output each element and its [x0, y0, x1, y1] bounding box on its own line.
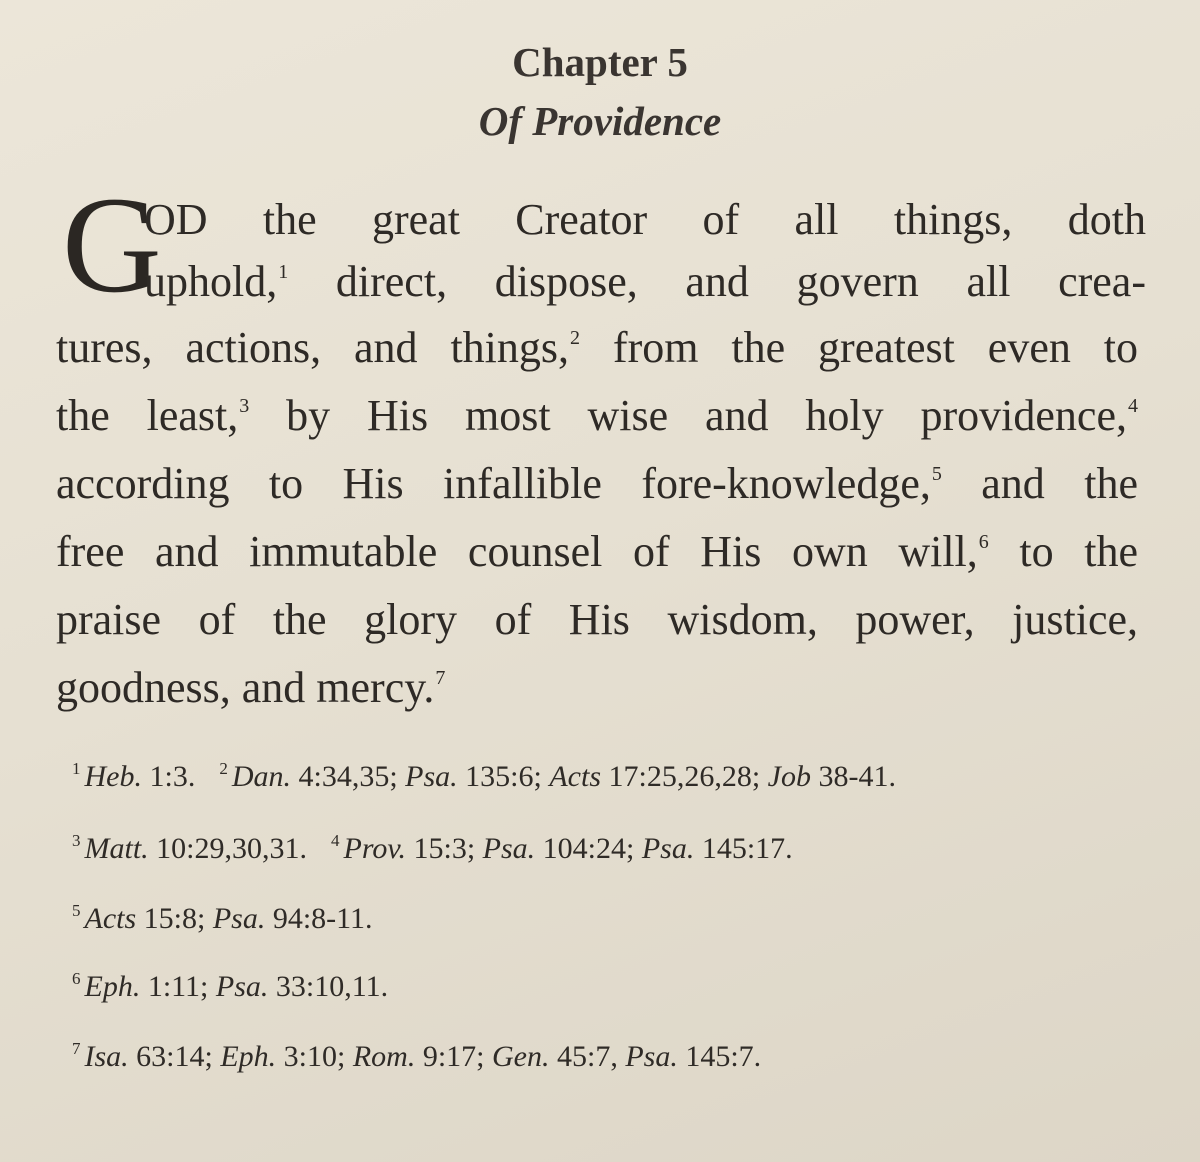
footnote-marker: 2 [570, 327, 581, 349]
verse-ref: 1:3. [141, 760, 196, 793]
verse-ref: 104:24; [535, 832, 635, 865]
book-abbrev: Eph. [84, 970, 141, 1003]
footnote-number: 5 [72, 901, 81, 920]
footnote-number: 3 [72, 831, 81, 850]
book-abbrev: Psa. [215, 970, 269, 1003]
book-abbrev: Acts [549, 760, 601, 793]
book-abbrev: Psa. [405, 760, 458, 793]
text-run: according to His infallible fore-knowledge, [56, 459, 931, 508]
book-abbrev: Eph. [220, 1040, 277, 1073]
book-abbrev: Acts [84, 902, 137, 935]
text-run: the least, [56, 391, 239, 440]
book-abbrev: Job [767, 760, 811, 793]
verse-ref: 135:6; [457, 760, 542, 793]
footnote-number: 2 [219, 759, 228, 778]
footnote-line [72, 970, 388, 1004]
book-abbrev: Psa. [482, 832, 536, 865]
footnote-line [72, 1040, 761, 1074]
chapter-number: Chapter 5 [512, 39, 688, 85]
verse-ref: 45:7, [549, 1040, 618, 1073]
verse-ref: 17:25,26,28; [601, 760, 761, 793]
text-run: and the [941, 459, 1138, 508]
verse-ref: 145:7. [677, 1040, 762, 1073]
verse-ref: 10:29,30,31. [148, 832, 308, 865]
text-run: free and immutable counsel of His own will, [56, 527, 978, 576]
footnote-line [72, 832, 793, 866]
verse-ref: 15:3; [406, 832, 476, 865]
book-abbrev: Dan. [231, 760, 291, 793]
book-abbrev: Prov. [343, 832, 406, 865]
footnote-marker: 5 [931, 463, 942, 485]
paragraph-line [56, 586, 1138, 654]
text-run: from the greatest even to [580, 323, 1138, 372]
text-run: uphold, [144, 257, 278, 306]
text-run: the great Creator of all things, doth [207, 195, 1146, 244]
footnote-number: 4 [331, 831, 340, 850]
book-abbrev: Psa. [641, 832, 695, 865]
paragraph-line [56, 314, 1138, 382]
text-run: to the [988, 527, 1139, 576]
paragraph-line [56, 654, 445, 722]
footnote-line [72, 760, 896, 794]
verse-ref: 145:17. [694, 832, 793, 865]
verse-ref: 94:8-11. [265, 902, 373, 935]
verse-ref: 15:8; [136, 902, 206, 935]
footnote-number: 1 [72, 759, 81, 778]
text-run: by His most wise and holy providence, [249, 391, 1127, 440]
text-run: tures, actions, and things, [56, 323, 570, 372]
verse-ref: 1:11; [140, 970, 209, 1003]
verse-ref: 4:34,35; [291, 760, 398, 793]
book-abbrev: Psa. [625, 1040, 678, 1073]
paragraph-line [56, 518, 1138, 586]
footnote-marker: 6 [978, 531, 989, 553]
verse-ref: 3:10; [276, 1040, 346, 1073]
verse-ref: 9:17; [415, 1040, 485, 1073]
verse-ref: 38-41. [811, 760, 896, 793]
text-run: goodness, and mercy. [56, 663, 435, 712]
footnote-line [72, 902, 373, 936]
text-run: praise of the glory of His wisdom, power, justice, [56, 595, 1138, 644]
verse-ref: 63:14; [128, 1040, 213, 1073]
book-abbrev: Isa. [84, 1040, 129, 1073]
small-caps-word: OD [144, 195, 208, 244]
book-abbrev: Psa. [212, 902, 266, 935]
paragraph-line [56, 382, 1138, 450]
book-abbrev: Heb. [84, 760, 142, 793]
book-abbrev: Rom. [352, 1040, 416, 1073]
verse-ref: 33:10,11. [268, 970, 389, 1003]
footnote-marker: 1 [278, 261, 289, 283]
footnote-marker: 3 [239, 395, 250, 417]
paragraph-line [144, 186, 1146, 254]
footnote-marker: 4 [1127, 395, 1138, 417]
chapter-title: Of Providence [478, 98, 722, 144]
footnote-marker: 7 [435, 667, 446, 689]
footnote-number: 6 [72, 969, 81, 988]
text-run: direct, dispose, and govern all crea- [288, 257, 1146, 306]
book-abbrev: Matt. [84, 832, 149, 865]
footnote-number: 7 [72, 1039, 81, 1058]
book-abbrev: Gen. [492, 1040, 550, 1073]
paragraph-line [56, 450, 1138, 518]
drop-cap: G [62, 168, 162, 321]
paragraph-line [144, 248, 1146, 316]
